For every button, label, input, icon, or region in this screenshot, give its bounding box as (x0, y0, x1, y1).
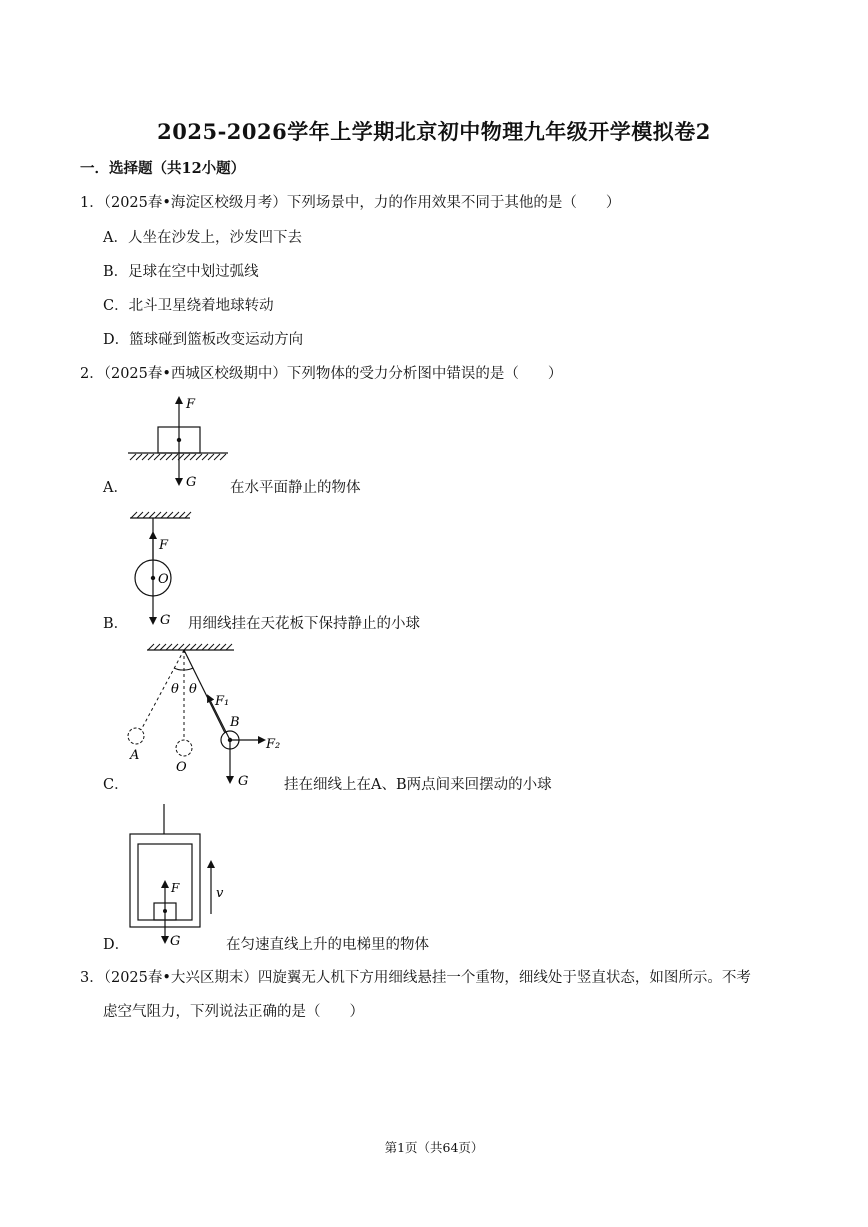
section-heading: 一．选择题（共12小题） (80, 160, 246, 177)
question-3-text-line2: 虑空气阻力，下列说法正确的是（ ） (103, 1004, 364, 1020)
question-2-option-a-label: A． (103, 480, 128, 496)
theta-left-label: θ (171, 682, 179, 697)
force-f2-label: F₂ (266, 737, 281, 752)
point-o-label: O (176, 760, 187, 775)
question-2-option-c-caption: 挂在细线上在A、B两点间来回摆动的小球 (284, 777, 552, 793)
force-g-label: G (186, 475, 197, 490)
question-2-option-b-label: B． (103, 616, 129, 632)
force-g-label: G (160, 613, 171, 628)
force-f1-label: F₁ (215, 694, 230, 709)
force-f-label: F (186, 397, 196, 412)
question-2-option-a-caption: 在水平面静止的物体 (230, 480, 361, 496)
force-f-label: F (171, 881, 180, 895)
question-2-option-c-label: C． (103, 777, 129, 793)
figure-pendulum (122, 640, 292, 790)
point-a-label: A (130, 748, 140, 763)
figure-elevator (120, 800, 240, 948)
force-g-label: G (238, 774, 249, 789)
force-g-label: G (170, 934, 181, 948)
question-2-option-b-caption: 用细线挂在天花板下保持静止的小球 (188, 616, 420, 632)
question-1-option-a: A．人坐在沙发上，沙发凹下去 (103, 230, 302, 246)
velocity-label: v (216, 886, 224, 901)
question-1-option-b: B．足球在空中划过弧线 (103, 264, 259, 280)
point-b-label: B (230, 715, 240, 730)
question-2-option-d-label: D． (103, 937, 130, 953)
center-o-label: O (158, 572, 169, 587)
page-footer: 第1页（共64页） (384, 1140, 484, 1155)
question-3-text-line1: 3．（2025春•大兴区期末）四旋翼无人机下方用细线悬挂一个重物，细线处于竖直状态，如图所示。不考 (80, 970, 751, 986)
question-2-text: 2．（2025春•西城区校级期中）下列物体的受力分析图中错误的是（ ） (80, 366, 563, 382)
question-2-option-d-caption: 在匀速直线上升的电梯里的物体 (226, 937, 429, 953)
figure-block-on-surface (120, 392, 240, 492)
question-1-option-d: D．篮球碰到篮板改变运动方向 (103, 332, 304, 348)
theta-right-label: θ (189, 682, 197, 697)
question-1-option-c: C．北斗卫星绕着地球转动 (103, 298, 274, 314)
question-1-text: 1．（2025春•海淀区校级月考）下列场景中，力的作用效果不同于其他的是（ ） (80, 195, 621, 211)
force-f-label: F (159, 538, 169, 553)
page-title: 2025-2026学年上学期北京初中物理九年级开学模拟卷2 (157, 119, 711, 144)
